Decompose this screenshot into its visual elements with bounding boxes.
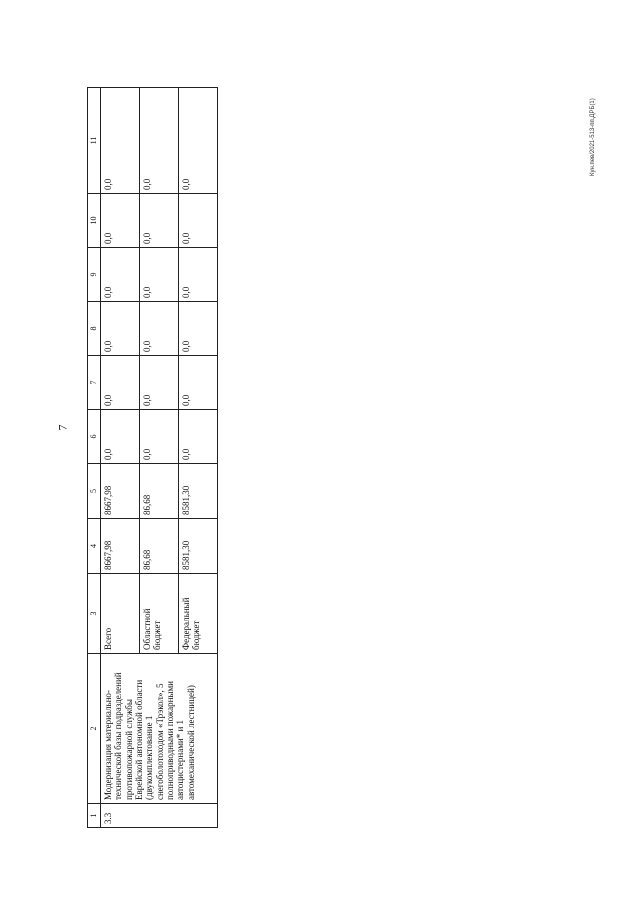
- table-row: [101, 88, 140, 828]
- value-cell: 0,0: [101, 194, 140, 248]
- header-cell: 7: [88, 356, 101, 410]
- row-description: Модернизация материально-технической базы подразделений противопожарной службы Еврейской автономной области (двукомплектование 1 снегоболотоходом «Трэкол», 5 полноприводными пожарными автоцистернами* и 1 автомеханической лестницей): [101, 654, 218, 804]
- page-number: 7: [55, 424, 70, 431]
- rotated-table: [87, 88, 201, 828]
- value-cell: 0,0: [140, 248, 179, 302]
- header-cell: 5: [88, 464, 101, 519]
- row-id: 3.3: [101, 804, 218, 828]
- source-name: Областной бюджет: [140, 574, 179, 654]
- value-cell: 8667,98: [101, 464, 140, 519]
- value-cell: 0,0: [179, 194, 218, 248]
- source-name: Федеральный бюджет: [179, 574, 218, 654]
- value-cell: 0,0: [101, 88, 140, 194]
- budget-table: [87, 87, 218, 828]
- value-cell: 8581,30: [179, 464, 218, 519]
- value-cell: 0,0: [140, 302, 179, 356]
- value-cell: 0,0: [101, 302, 140, 356]
- value-cell: 86,68: [140, 464, 179, 519]
- value-cell: 0,0: [140, 410, 179, 464]
- header-cell: 3: [88, 574, 101, 654]
- value-cell: 0,0: [140, 194, 179, 248]
- header-cell: 2: [88, 654, 101, 804]
- header-cell: 10: [88, 194, 101, 248]
- header-cell: 9: [88, 248, 101, 302]
- value-cell: 86,68: [140, 519, 179, 574]
- value-cell: 0,0: [179, 302, 218, 356]
- value-cell: 8667,98: [101, 519, 140, 574]
- header-cell: 8: [88, 302, 101, 356]
- value-cell: 0,0: [140, 88, 179, 194]
- header-cell: 6: [88, 410, 101, 464]
- value-cell: 0,0: [101, 248, 140, 302]
- header-cell: 11: [88, 88, 101, 194]
- value-cell: 0,0: [101, 410, 140, 464]
- header-cell: 4: [88, 519, 101, 574]
- value-cell: 0,0: [179, 410, 218, 464]
- source-name: Всего: [101, 574, 140, 654]
- value-cell: 0,0: [101, 356, 140, 410]
- header-cell: 1: [88, 804, 101, 828]
- side-stamp: Кун.пев/2021-513-пп.ДРБ(1): [590, 98, 596, 176]
- header-row: [88, 88, 101, 828]
- value-cell: 0,0: [140, 356, 179, 410]
- value-cell: 0,0: [179, 356, 218, 410]
- value-cell: 0,0: [179, 248, 218, 302]
- value-cell: 0,0: [179, 88, 218, 194]
- value-cell: 8581,30: [179, 519, 218, 574]
